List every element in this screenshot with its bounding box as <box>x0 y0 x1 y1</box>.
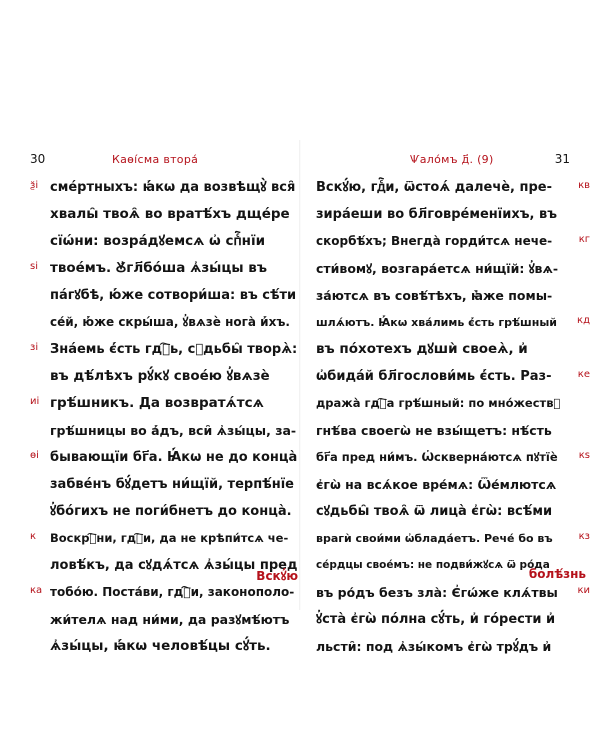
text-line <box>316 444 590 471</box>
left-running-title: Каѳі́сма втора́ <box>112 153 199 166</box>
left-page-header <box>30 150 298 174</box>
line-text: зира́еши во бл҃говре́менїихъ, въ <box>316 207 557 222</box>
line-text: Зна́емь є҆́сть гдⷭ҇ь, сꙋдьбы̑ творѧ̀: <box>50 342 298 357</box>
text-line <box>316 174 590 201</box>
verse-number: кв <box>578 180 590 191</box>
verse-number: иі <box>30 396 40 407</box>
left-page <box>30 150 298 654</box>
text-line <box>316 336 570 363</box>
right-running-title: Ѱало́мъ д҃. (9) <box>410 153 494 166</box>
left-catchword: Вскꙋ́ю <box>256 569 298 583</box>
text-line <box>30 444 298 471</box>
text-line <box>30 417 298 444</box>
text-line <box>316 201 570 228</box>
line-text: въ ро́дъ безъ зла̀: Є҆гѡ́же клѧ́твы <box>316 585 558 600</box>
text-line <box>30 174 298 201</box>
text-line <box>30 309 298 336</box>
line-text: скорбѣ́хъ; Внегда̀ горди́тсѧ нече- <box>316 234 553 248</box>
line-text: льсти̑: под ѧ҆зы́комъ є҆гѡ̀ трꙋ́дъ и҆ <box>316 639 552 654</box>
text-line <box>316 525 590 552</box>
text-line <box>316 282 570 309</box>
verse-number: зі <box>30 342 39 353</box>
line-text: грѣ́шникъ. Да возвратѧ́тсѧ <box>50 395 264 411</box>
right-page-header <box>316 150 570 174</box>
line-text: дража̀ гдⷭ҇а грѣ́шный: по мно́жествꙋ <box>316 396 561 410</box>
line-text: въ по́хотехъ дꙋшѝ своеѧ̀, и҆ <box>316 341 528 357</box>
verse-number: кг <box>578 234 590 245</box>
verse-number: ѕі <box>30 261 38 272</box>
text-line <box>30 228 298 255</box>
text-line <box>316 633 570 660</box>
line-text: грѣ́шницы во а҆́дъ, вси̑ ѧ҆зы́цы, за- <box>50 423 297 438</box>
verse-number: ѯі <box>30 180 39 191</box>
text-line <box>30 336 298 363</box>
text-line <box>30 390 298 417</box>
line-text: шлѧ́ютъ. Ꙗ҆́кѡ хва́лимь є҆́сть грѣ́шный <box>316 316 557 329</box>
verse-number: ѳі <box>30 450 39 461</box>
text-line <box>316 498 570 525</box>
line-text: се́й, ю҆́же скры́ша, ꙋ҆вѧзѐ нога̀ и҆́хъ. <box>50 315 290 329</box>
verse-number: кѕ <box>578 450 590 461</box>
line-text: сїѡ́ни: возра́дꙋемсѧ ѡ҆ спⷭ҇нїи <box>50 233 266 249</box>
verse-number: ки <box>577 585 590 596</box>
right-catchword: болѣ́знь <box>528 567 586 581</box>
line-text: є҆гѡ̀ на всѧ́кое вре́мѧ: Ѿе́млютсѧ <box>316 477 557 492</box>
text-line <box>316 417 570 444</box>
text-line <box>30 282 298 309</box>
text-line <box>316 579 590 606</box>
text-line <box>30 255 298 282</box>
line-text: жи́телѧ над ни́ми, да разꙋмѣ́ютъ <box>50 612 290 627</box>
line-text: па́гꙋбѣ, ю҆́же сотвори́ша: въ сѣ́ти <box>50 288 297 303</box>
line-text: ꙋ҆ста̀ є҆гѡ̀ по́лна сꙋ́ть, и҆ го́рести и҆ <box>316 612 556 627</box>
text-line <box>316 363 590 390</box>
text-line <box>30 525 298 552</box>
line-text: забве́нъ бꙋ́детъ ни́щїй, терпѣ́нїе <box>50 477 294 492</box>
line-text: ꙋ҆бо́гихъ не поги́бнетъ до конца̀. <box>50 504 292 519</box>
line-text: сме́ртныхъ: ꙗ҆́кѡ да возвѣщꙋ̀ вся̑ <box>50 180 296 195</box>
verse-number: ке <box>577 369 590 380</box>
verse-number: ка <box>30 585 43 596</box>
line-text: за́ютсѧ въ совѣ́тѣхъ, ꙗ҆̀же помы- <box>316 288 553 303</box>
line-text: бывающїи бг҃а. Ꙗ҆́кѡ не до конца̀ <box>50 450 298 465</box>
text-line <box>30 606 298 633</box>
line-text: Воскрⷭ҇ни, гдⷭ҇и, да не крѣпи́тсѧ че- <box>50 531 289 545</box>
text-line <box>316 606 570 633</box>
text-line <box>30 201 298 228</box>
line-text: хвалы̑ твоѧ̑ во вратѣ́хъ дще́ре <box>50 206 290 222</box>
text-line <box>316 255 570 282</box>
text-line <box>316 309 590 336</box>
book-gutter <box>299 140 301 610</box>
verse-number: к <box>30 531 37 542</box>
text-line <box>316 471 570 498</box>
text-line <box>316 228 590 255</box>
line-text: ѡ҆бида́й бл҃гослови́мь є҆́сть. Раз- <box>316 369 552 384</box>
text-line <box>30 363 298 390</box>
text-line <box>30 633 298 660</box>
line-text: бг҃а пред ни́мъ. Ѡ҆скверна́ютсѧ пꙋтїѐ <box>316 450 558 464</box>
line-text: гнѣ́ва своегѡ̀ не взы́щетъ: нѣ́сть <box>316 423 552 438</box>
line-text: въ дѣ́лѣхъ рꙋ́кꙋ свое́ю ꙋ҆вѧзѐ <box>50 368 270 384</box>
line-text: се́рдцы свое́мъ: не подви́жꙋсѧ ѿ ро́да <box>316 559 550 571</box>
left-page-number: 30 <box>30 152 46 166</box>
verse-number: кз <box>578 531 590 542</box>
line-text: ловѣ́къ, да сꙋдѧ́тсѧ ѧ҆зы́цы пред <box>50 558 298 573</box>
line-text: Вскꙋ́ю, гдⷭ҇и, ѿстоѧ́ далечѐ, пре- <box>316 180 553 195</box>
line-text: сти́вомꙋ, возгара́етсѧ ни́щїй: ꙋ҆вѧ- <box>316 261 559 276</box>
text-line <box>30 471 298 498</box>
right-page <box>316 150 590 654</box>
line-text: врагѝ свои́ми ѡ҆блада́етъ. Рече́ бо въ <box>316 532 553 545</box>
line-text: твое́мъ. Ꙋ҆гл҃бо́ша ѧ҆зы́цы въ <box>50 260 267 276</box>
left-page-text <box>30 174 298 660</box>
right-page-text <box>316 174 590 660</box>
right-page-number: 31 <box>554 152 570 166</box>
line-text: сꙋдьбы̑ твоѧ̑ ѿ лица̀ є҆гѡ̀: всѣ́ми <box>316 504 553 519</box>
text-line <box>30 498 298 525</box>
line-text: тобо́ю. Поста́ви, гдⷭ҇и, законополо- <box>50 585 295 599</box>
verse-number: кд <box>577 315 590 326</box>
text-line <box>316 390 570 417</box>
line-text: ѧ҆зы́цы, ꙗ҆́кѡ человѣ́цы сꙋ́ть. <box>50 638 271 654</box>
